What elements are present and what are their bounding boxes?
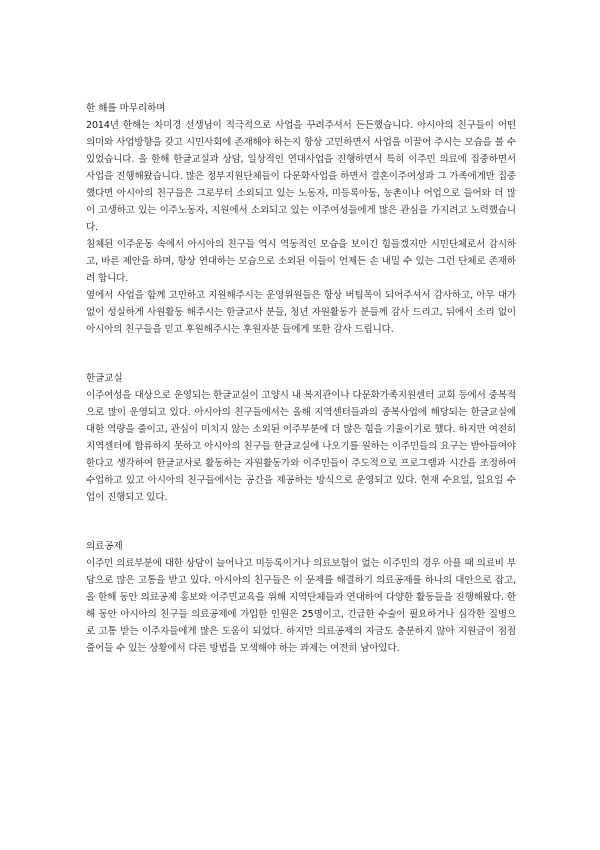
paragraph: 이주민 의료부분에 대한 상담이 늘어나고 미등록이거나 의료보험이 없는 이주민의 경우 아플 때 의료비 부담으로 많은 고통을 받고 있다. 아시아의 친구들은 이 문제를 해결하기 의료공제를 하나의 대안으로 잡고, 올 한해 동안 의료공제 홍보와 이주민교육을 위해 지역단체들과 연대하여 다양한 활동들을 진행해왔다. 한해 동안 아시아의 친구들 의료공제에 가입한 인원은 25명이고, 긴급한 수술이 필요하거나 심각한 질병으로 고통 받는 이주자들에게 많은 도움이 되었다. 하지만 의료공제의 자금도 충분하지 않아 지원금이 점점 줄어들 수 있는 상황에서 다른 방법을 모색해야 하는 과제는 여전히 남아있다.	[86, 558, 516, 654]
section-year-end	[86, 100, 516, 338]
section-heading: 의료공제	[86, 541, 123, 552]
paragraph: 2014년 한해는 차미경 선생님이 적극적으로 사업을 꾸려주셔서 든든했습니다. 아시아의 친구들이 어떤 의미와 사업방향을 갖고 시민사회에 존재해야 하는지 항상 고민하면서 사업을 이끌어 주시는 모습을 볼 수 있었습니다. 올 한해 한글교실과 상담, 일상적인 연대사업을 진행하면서 특히 이주민 의료에 집중하면서 사업을 진행해왔습니다. 많은 정부지원단체들이 다문화사업을 하면서 결혼이주여성과 그 가족에게만 집중했다면 아시아의 친구들은 그로부터 소외되고 있는 노동자, 미등록아동, 농촌이나 어업으로 들어와 더 많이 고생하고 있는 이주노동자, 지원에서 소외되고 있는 이주여성들에게 많은 관심을 가지려고 노력했습니다.	[86, 120, 516, 233]
paragraph: 침체된 이주운동 속에서 아시아의 친구들 역시 역동적인 모습을 보이긴 힘들겠지만 시민단체로서 감시하고, 바른 제안을 하며, 항상 연대하는 모습으로 소외된 이들이 언제든 손 내밀 수 있는 그런 단체로 존재하려 합니다.	[86, 239, 516, 284]
document-body	[86, 100, 516, 689]
paragraph: 옆에서 사업을 함께 고민하고 지원해주시는 운영위원들은 항상 버팀목이 되어주셔서 감사하고, 아무 대가 없이 성실하게 사원활동 해주시는 한글교사 분들, 청년 자원활동가 분들께 감사 드리고, 뒤에서 소리 없이 아시아의 친구들을 믿고 후원해주시는 후원자분 들에게 또한 감사 드립니다.	[86, 290, 516, 335]
section-heading: 한글교실	[86, 373, 123, 384]
paragraph: 이주여성을 대상으로 운영되는 한글교실이 고양시 내 복지관이나 다문화가족지원센터 교회 등에서 중복적으로 많이 운영되고 있다. 아시아의 친구들에서는 올해 지역센터들과의 중복사업에 해당되는 한글교실에 대한 역량을 줄이고, 관심이 미치지 않는 소외된 이주부분에 더 많은 힘을 기울이기로 했다. 하지만 여전히 지역센터에 합류하지 못하고 아시아의 친구들 한글교실에 나오기를 원하는 이주민들의 요구는 받아들여야 한다고 생각하여 한글교사로 활동하는 자원활동가와 이주민들이 주도적으로 프로그램과 시간을 조정하여 수업하고 있고 아시아의 친구들에서는 공간을 제공하는 방식으로 운영되고 있다. 현재 수요일, 일요일 수업이 진행되고 있다.	[86, 390, 516, 503]
section-korean-class	[86, 370, 516, 506]
section-medical-mutual-aid	[86, 538, 516, 657]
section-heading: 한 해를 마무리하며	[86, 103, 166, 114]
